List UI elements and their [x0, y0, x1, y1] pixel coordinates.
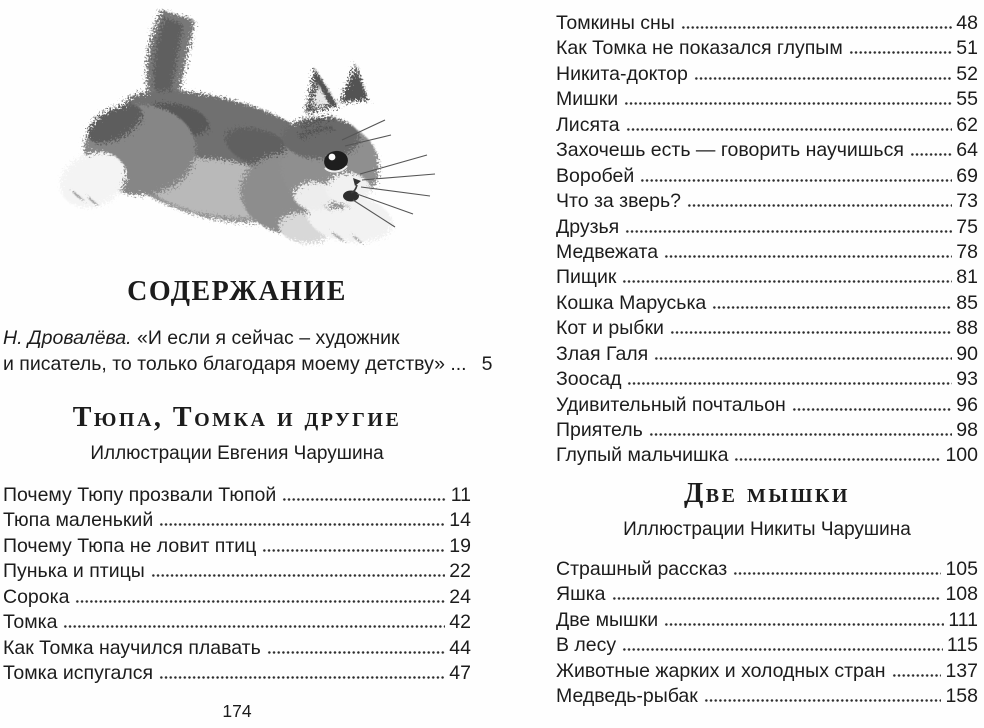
toc-entry — [556, 88, 978, 113]
section-title-tyupa-tomka: Тюпа, Томка и другие — [72, 402, 402, 433]
toc-entry — [3, 484, 471, 509]
dot-leader — [624, 100, 952, 105]
toc-entry — [556, 558, 978, 583]
toc-list-right-continued — [556, 12, 978, 470]
toc-entry — [3, 611, 471, 636]
dot-leader — [262, 547, 445, 552]
toc-entry-title: Кот и рыбки — [556, 317, 664, 340]
dot-leader — [63, 623, 445, 628]
toc-entry-page: 69 — [956, 164, 978, 187]
dot-leader — [733, 570, 941, 575]
toc-entry-title: Лисята — [556, 113, 620, 136]
foreword-page-number: 5 — [481, 353, 493, 375]
toc-entry — [556, 660, 978, 685]
toc-entry-title: Кошка Маруська — [556, 291, 707, 314]
dot-leader — [892, 672, 942, 677]
toc-entry-title: Пунька и птицы — [3, 560, 145, 583]
dot-leader — [622, 278, 952, 283]
toc-entry — [556, 394, 978, 419]
toc-entry — [556, 114, 978, 139]
toc-entry-page: 81 — [956, 266, 978, 289]
section-title-dve-myshki: Две мышки — [684, 477, 850, 509]
dot-leader — [681, 24, 952, 29]
toc-entry-title: Воробей — [556, 164, 635, 187]
toc-entry-page: 11 — [450, 484, 471, 506]
toc-list-left — [3, 484, 471, 688]
foreword-entry — [3, 325, 493, 377]
toc-entry-title: Друзья — [556, 215, 620, 238]
toc-entry-page: 19 — [449, 534, 471, 557]
toc-entry-title: Удивительный почтальон — [556, 393, 786, 416]
toc-entry-title: Почему Тюпа не ловит птиц — [3, 534, 257, 557]
toc-entry-page: 90 — [956, 342, 978, 365]
toc-entry-page: 62 — [956, 113, 978, 136]
left-column — [3, 0, 493, 728]
dot-leader — [625, 228, 952, 233]
toc-entry-title: Медведь-рыбак — [556, 685, 698, 708]
toc-entry-title: Почему Тюпу прозвали Тюпой — [3, 484, 277, 506]
dot-leader — [159, 674, 445, 679]
toc-entry-title: Захочешь есть — говорить научишься — [556, 139, 904, 162]
dot-leader — [792, 406, 953, 411]
toc-entry — [556, 419, 978, 444]
toc-entry-title: Животные жарких и холодных стран — [556, 659, 886, 682]
toc-entry-title: Тюпа маленький — [3, 509, 154, 532]
contents-title: СОДЕРЖАНИЕ — [127, 276, 347, 307]
dot-leader — [704, 697, 942, 702]
toc-entry-title: Медвежата — [556, 240, 659, 263]
toc-entry-title: Никита-доктор — [556, 62, 688, 85]
kitten-drawing-svg — [55, 8, 455, 263]
toc-entry-page: 47 — [449, 662, 471, 685]
dot-leader — [627, 380, 952, 385]
foreword-quote-end: и писатель, то только благодаря моему детству» ... — [3, 353, 467, 375]
toc-entry-page: 108 — [945, 583, 978, 606]
toc-entry — [556, 12, 978, 37]
toc-entry-page: 111 — [948, 608, 978, 631]
toc-entry-page: 73 — [956, 190, 978, 213]
foreword-quote-start: «И если я сейчас – художник — [137, 327, 400, 349]
toc-entry-title: Злая Галя — [556, 342, 649, 365]
toc-entry — [556, 343, 978, 368]
toc-entry-title: В лесу — [556, 634, 617, 657]
dot-leader — [282, 496, 446, 501]
toc-entry-page: 22 — [449, 560, 471, 583]
dot-leader — [849, 49, 953, 54]
toc-entry — [556, 685, 978, 710]
toc-entry — [556, 216, 978, 241]
dot-leader — [670, 329, 952, 334]
toc-entry-title: Томка испугался — [3, 662, 154, 685]
kitten-illustration — [55, 8, 455, 264]
toc-entry-title: Приятель — [556, 419, 643, 441]
toc-entry-page: 93 — [956, 368, 978, 391]
foreword-line-2 — [3, 351, 493, 377]
dot-leader — [640, 177, 952, 182]
toc-entry-title: Мишки — [556, 88, 619, 111]
toc-entry-page: 137 — [945, 659, 978, 682]
toc-entry-page: 100 — [945, 444, 978, 467]
dot-leader — [151, 572, 446, 577]
toc-entry-title: Зоосад — [556, 368, 622, 391]
toc-entry — [556, 368, 978, 393]
toc-entry-title: Глупый мальчишка — [556, 444, 729, 467]
toc-entry-page: 85 — [956, 291, 978, 314]
toc-entry-title: Две мышки — [556, 608, 659, 631]
dot-leader — [694, 75, 952, 80]
toc-entry — [556, 583, 978, 608]
dot-leader — [664, 253, 952, 258]
toc-entry — [556, 190, 978, 215]
dot-leader — [75, 598, 445, 603]
toc-entry-title: Яшка — [556, 583, 606, 606]
toc-entry-page: 42 — [449, 611, 471, 634]
dot-leader — [734, 456, 941, 461]
toc-entry-page: 115 — [946, 634, 978, 657]
toc-list-dve-myshki — [556, 558, 978, 711]
toc-entry — [556, 444, 978, 469]
dot-leader — [159, 521, 445, 526]
foreword-author: Н. Дровалёва. — [3, 327, 132, 349]
dot-leader — [649, 431, 953, 436]
section-subtitle-illustrator: Иллюстрации Никиты Чарушина — [623, 518, 911, 540]
toc-entry-page: 48 — [956, 12, 978, 34]
section-subtitle-illustrator: Иллюстрации Евгения Чарушина — [90, 443, 384, 464]
toc-entry-title: Что за зверь? — [556, 190, 681, 213]
toc-entry-title: Пищик — [556, 266, 617, 289]
toc-entry-page: 44 — [449, 636, 471, 659]
toc-entry-page: 14 — [449, 509, 471, 532]
toc-entry-page: 52 — [956, 62, 978, 85]
toc-entry — [556, 317, 978, 342]
toc-entry — [3, 637, 471, 662]
dot-leader — [910, 151, 952, 156]
foreword-line-1 — [3, 325, 471, 351]
toc-entry-title: Томкины сны — [556, 12, 675, 34]
toc-entry — [556, 63, 978, 88]
toc-entry-page: 78 — [956, 240, 978, 263]
toc-entry — [3, 662, 471, 687]
toc-entry-page: 105 — [945, 557, 978, 580]
toc-entry — [556, 37, 978, 62]
toc-entry-page: 98 — [956, 419, 978, 441]
toc-entry — [556, 634, 978, 659]
toc-entry-page: 51 — [956, 37, 978, 60]
dot-leader — [622, 646, 943, 651]
toc-entry-title: Сорока — [3, 585, 70, 608]
toc-entry — [556, 266, 978, 291]
toc-entry-page: 88 — [956, 317, 978, 340]
dot-leader — [612, 595, 942, 600]
toc-entry-page: 96 — [956, 393, 978, 416]
dot-leader — [664, 621, 944, 626]
toc-entry — [3, 586, 471, 611]
toc-entry — [556, 241, 978, 266]
toc-entry-title: Страшный рассказ — [556, 557, 728, 580]
page-number-folio: 174 — [222, 701, 252, 721]
dot-leader — [654, 355, 952, 360]
toc-entry — [3, 535, 471, 560]
toc-entry — [3, 560, 471, 585]
dot-leader — [267, 649, 446, 654]
toc-entry — [3, 509, 471, 534]
dot-leader — [712, 304, 952, 309]
toc-entry-page: 75 — [956, 215, 978, 238]
toc-entry-page: 158 — [945, 685, 978, 708]
toc-entry-page: 24 — [449, 585, 471, 608]
toc-entry — [556, 165, 978, 190]
dot-leader — [626, 126, 953, 131]
toc-entry — [556, 609, 978, 634]
toc-entry-title: Как Томка научился плавать — [3, 636, 261, 659]
dot-leader — [687, 202, 952, 207]
toc-entry-title: Томка — [3, 611, 58, 634]
toc-entry-title: Как Томка не показался глупым — [556, 37, 843, 60]
right-column — [556, 0, 978, 728]
toc-entry — [556, 292, 978, 317]
toc-entry-page: 64 — [956, 139, 978, 162]
toc-entry — [556, 139, 978, 164]
toc-entry-page: 55 — [956, 88, 978, 111]
